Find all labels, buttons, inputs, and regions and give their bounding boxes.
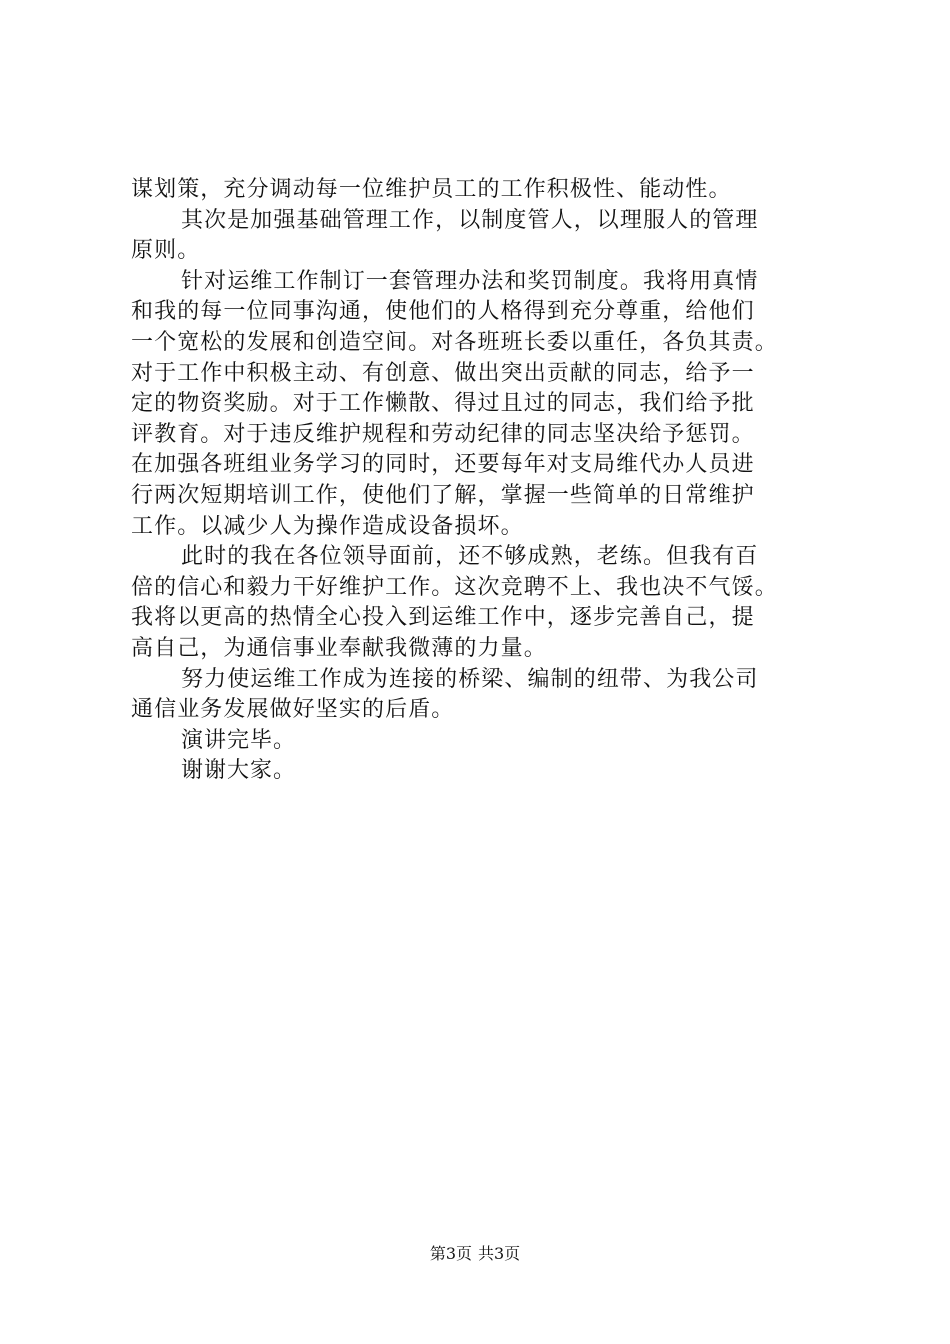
- text-line: 工作。以减少人为操作造成设备损坏。: [131, 513, 524, 539]
- text-line: 评教育。对于违反维护规程和劳动纪律的同志坚决给予惩罚。: [131, 421, 755, 447]
- text-line: 和我的每一位同事沟通，使他们的人格得到充分尊重，给他们: [131, 299, 755, 325]
- paragraph-start-line: 努力使运维工作成为连接的桥梁、编制的纽带、为我公司: [181, 666, 759, 692]
- page-footer: [0, 1244, 950, 1264]
- text-line: 行两次短期培训工作，使他们了解，掌握一些简单的日常维护: [131, 482, 755, 508]
- text-line: 对于工作中积极主动、有创意、做出突出贡献的同志，给予一: [131, 360, 755, 386]
- closing-line: 谢谢大家。: [181, 758, 297, 784]
- text-line: 通信业务发展做好坚实的后盾。: [131, 697, 455, 723]
- text-line: 谋划策，充分调动每一位维护员工的工作积极性、能动性。: [131, 177, 732, 202]
- closing-line: 演讲完毕。: [181, 727, 297, 753]
- paragraph-start-line: 针对运维工作制订一套管理办法和奖罚制度。我将用真情: [181, 268, 759, 294]
- paragraph-start-line: 此时的我在各位领导面前，还不够成熟，老练。但我有百: [181, 544, 759, 570]
- paragraph-start-line: 其次是加强基础管理工作，以制度管人，以理服人的管理: [181, 207, 759, 233]
- document-body: [131, 175, 831, 787]
- page-number-total: 共3页: [478, 1244, 521, 1263]
- page-number-current: 第3页: [429, 1244, 472, 1263]
- text-line: 倍的信心和毅力干好维护工作。这次竞聘不上、我也决不气馁。: [131, 574, 778, 600]
- text-line: 原则。: [131, 238, 201, 264]
- text-line: 定的物资奖励。对于工作懒散、得过且过的同志，我们给予批: [131, 391, 755, 417]
- text-line: 高自己，为通信事业奉献我微薄的力量。: [131, 635, 547, 661]
- text-line: 在加强各班组业务学习的同时，还要每年对支局维代办人员进: [131, 452, 755, 478]
- text-line: 一个宽松的发展和创造空间。对各班班长委以重任，各负其责。: [131, 329, 778, 355]
- text-line: 我将以更高的热情全心投入到运维工作中，逐步完善自己，提: [131, 605, 755, 631]
